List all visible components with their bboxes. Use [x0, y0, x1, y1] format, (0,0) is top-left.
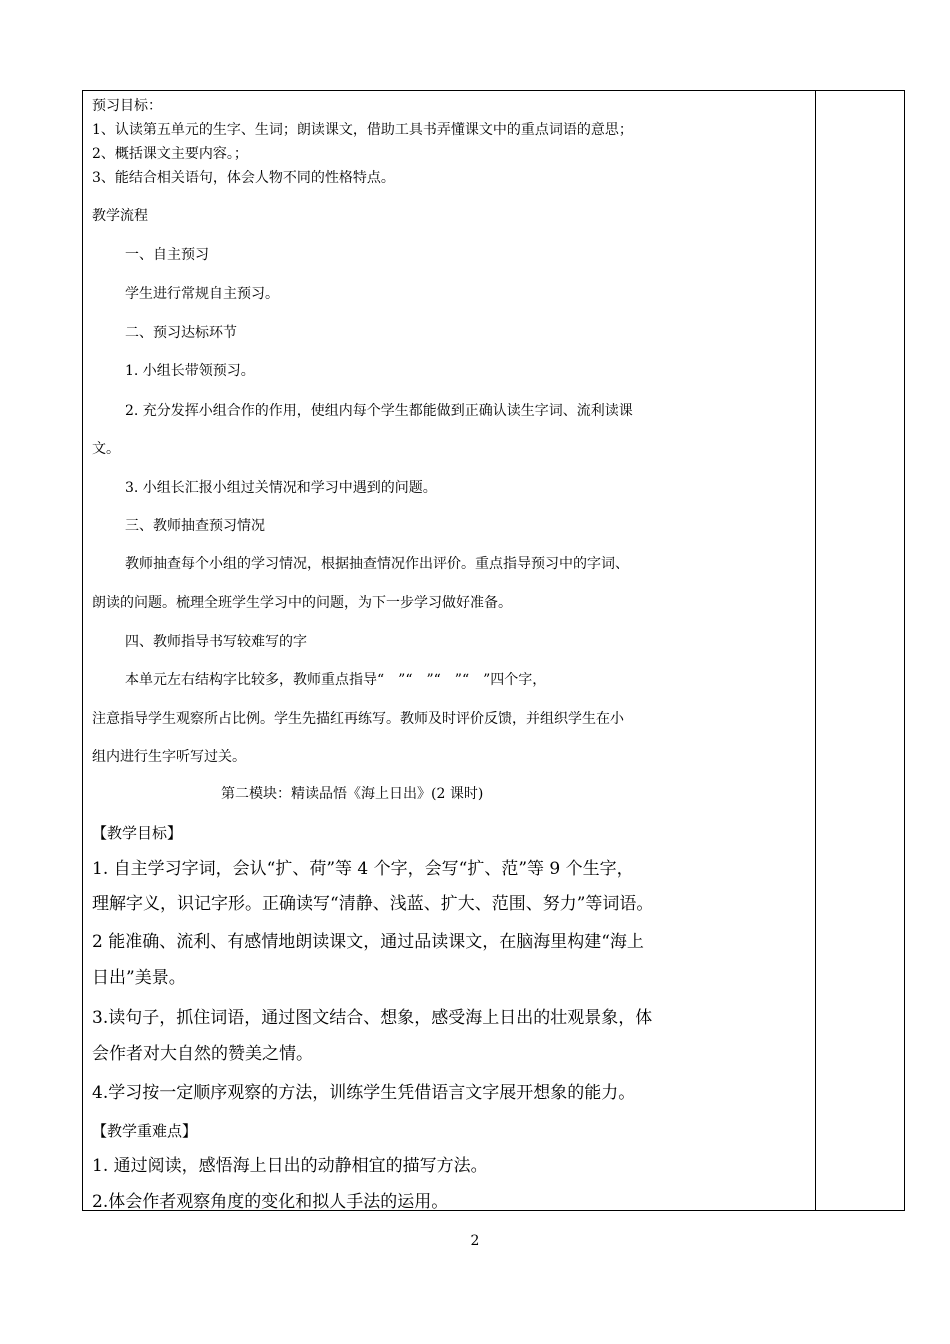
section-heading-2: 二、预习达标环节	[125, 325, 237, 341]
lesson-content-cell	[83, 91, 815, 1210]
section-text: 朗读的问题。梳理全班学生学习中的问题，为下一步学习做好准备。	[92, 595, 512, 611]
objective-line: 2 能准确、流利、有感情地朗读课文，通过品读课文，在脑海里构建“海上	[92, 932, 644, 952]
lesson-table	[82, 90, 905, 1211]
page-number: 2	[470, 1233, 480, 1249]
flow-title: 教学流程	[92, 208, 148, 224]
section-heading-4: 四、教师指导书写较难写的字	[125, 634, 307, 650]
keypoint-line: 2.体会作者观察角度的变化和拟人手法的运用。	[92, 1192, 449, 1212]
objectives-heading: 【教学目标】	[92, 824, 183, 842]
section-text: 组内进行生字听写过关。	[92, 749, 246, 765]
section-text: 2. 充分发挥小组合作的作用，使组内每个学生都能做到正确认读生字词、流利读课	[125, 403, 633, 419]
preview-goal-2: 2、概括课文主要内容。；	[92, 146, 248, 162]
preview-goal-3: 3、能结合相关语句，体会人物不同的性格特点。	[92, 170, 395, 186]
section-text: 1. 小组长带领预习。	[125, 363, 255, 379]
objective-line: 1. 自主学习字词，会认“扩、荷”等 4 个字，会写“扩、范”等 9 个生字，	[92, 859, 634, 879]
objective-line: 4.学习按一定顺序观察的方法，训练学生凭借语言文字展开想象的能力。	[92, 1083, 636, 1103]
section-text: 教师抽查每个小组的学习情况，根据抽查情况作出评价。重点指导预习中的字词、	[125, 556, 629, 572]
objective-line: 理解字义，识记字形。正确读写“清静、浅蓝、扩大、范围、努力”等词语。	[92, 894, 654, 914]
objective-line: 会作者对大自然的赞美之情。	[92, 1044, 313, 1064]
keypoint-line: 1. 通过阅读，感悟海上日出的动静相宜的描写方法。	[92, 1156, 488, 1176]
objective-line: 3.读句子，抓住词语，通过图文结合、想象，感受海上日出的壮观景象，体	[92, 1008, 653, 1028]
section-text: 本单元左右结构字比较多，教师重点指导“ ”“ ”“ ”“ ”四个字，	[125, 672, 547, 688]
section-heading-1: 一、自主预习	[125, 247, 209, 263]
objective-line: 日出”美景。	[92, 968, 186, 988]
notes-cell	[816, 91, 904, 1210]
preview-goal-1: 1、认读第五单元的生字、生词；朗读课文，借助工具书弄懂课文中的重点词语的意思；	[92, 122, 633, 138]
section-text: 3. 小组长汇报小组过关情况和学习中遇到的问题。	[125, 480, 437, 496]
section-text: 文。	[92, 441, 120, 457]
section-text: 注意指导学生观察所占比例。学生先描红再练写。教师及时评价反馈，并组织学生在小	[92, 711, 624, 727]
preview-title: 预习目标：	[92, 98, 162, 114]
section-heading-3: 三、教师抽查预习情况	[125, 518, 265, 534]
section-text: 学生进行常规自主预习。	[125, 286, 279, 302]
keypoints-heading: 【教学重难点】	[92, 1122, 198, 1140]
module2-title: 第二模块：精读品悟《海上日出》(2 课时)	[221, 786, 484, 802]
